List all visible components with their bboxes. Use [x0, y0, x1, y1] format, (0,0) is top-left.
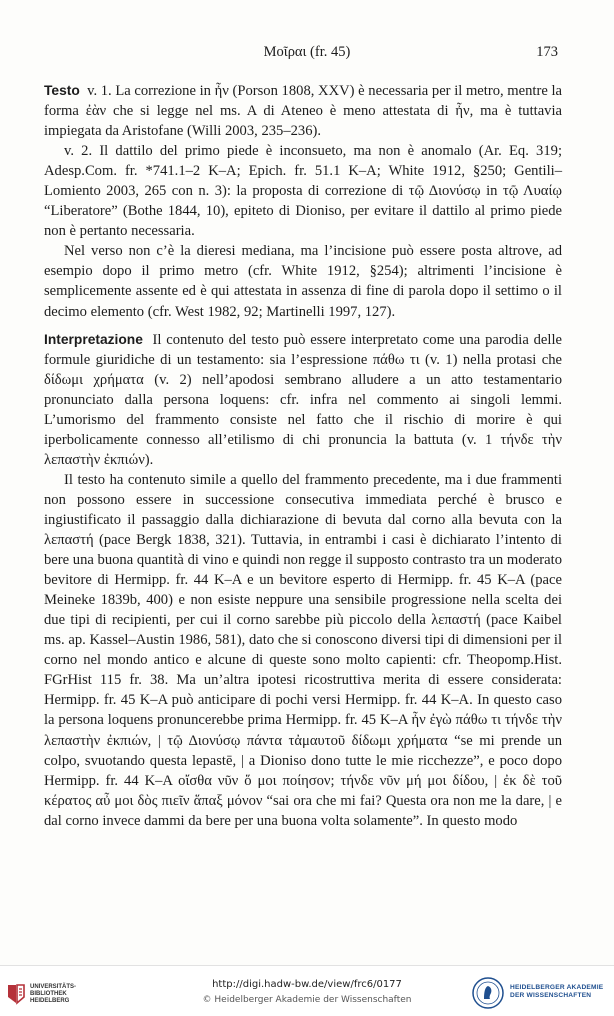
section-lemma-interpretazione: Interpretazione	[44, 331, 143, 347]
running-title: Μοῖραι (fr. 45)	[263, 44, 351, 60]
library-name	[30, 984, 100, 1005]
academy-name-line: HEIDELBERGER AKADEMIE	[510, 984, 604, 991]
paragraph-text: Nel verso non c’è la dieresi mediana, ma l’incisione può essere posta altrove, ad esempio dopo il primo metro (cfr. White 1912, §254); altrimenti l’incisione è semplicemente assente ed è qui attestata in assenza di fine di parola dopo il settimo o il decimo elemento (cfr. West 1982, 92; Martinelli 1997, 127).	[44, 243, 562, 320]
viewer-footer	[0, 965, 614, 1016]
paragraph-contenuto	[44, 470, 562, 831]
paragraph-v2	[44, 141, 562, 241]
paragraph-text: Il contenuto del testo può essere interpretato come una parodia delle formule giuridiche di un testamento: sia l’espressione πάθω τι (v. 1) nella protasi che δίδωμι χρήματα (v. 2) nell’apodosi sembrano alludere a un atto testamentario pronunciato dalla persona loquens: cfr. infra nel commento ai singoli lemmi. L’umorismo del frammento consiste nel fatto che il rischio di morire è qui iperbolicamente connesso all’etilismo di chi pronuncia la battuta (v. 1 τήνδε τὴν λεπαστὴν ἐκπιών).	[44, 331, 563, 468]
paragraph-text: Il testo ha contenuto simile a quello del frammento precedente, ma i due frammenti non possono essere in successione consecutiva immediata perché è brusco e ingiustificato il passaggio dalla dichiarazione di bevuta dal corno alla bevuta con la λεπαστή (pace Bergk 1838, 321). Tuttavia, in entrambi i casi è dichiarato l’intento di bere una buona quantità di vino e quindi non regge il supposto contrasto tra un moderato bevitore di Hermipp. fr. 44 K–A e un bevitore esperto di Hermipp. fr. 45 K–A (pace Meineke 1839b, 400) e non esiste neppure una sensibile progressione nella scelta dei due tipi di recipienti, per cui il corno sarebbe più piccolo della λεπαστή (pace Kaibel ms. ap. Kassel–Austin 1986, 581), dato che si conoscono diversi tipi di dimensioni per il corno nel mondo antico e alcune di queste sono molto capienti: cfr. Theopomp.Hist. FGrHist 115 fr. 38. Ma un’altra ipotesi ricostruttiva merita di essere considerata: Hermipp. fr. 45 K–A può anticipare di pochi versi Hermipp. fr. 44 K–A. In questo caso la persona loquens pronuncerebbe prima Hermipp. fr. 45 K–A ἦν ἐγὼ πάθω τι τήνδε τὴν λεπαστὴν ἐκπιών, | τῷ Διονύσῳ πάντα τἀμαυτοῦ δίδωμι χρήματα “se mi prende un colpo, svuotando questa lepastē, | a Dioniso dono tutte le mie ricchezze”, e poco dopo Hermipp. fr. 44 K–A οἴσθα νῦν ὅ μοι ποίησον; τήνδε νῦν μή μοι δίδου, | ἐκ δὲ τοῦ κέρατος αὖ μοι δὸς πιεῖν ἅπαξ μόνον “sai ora che mi fai? Questa ora non me la dare, | e dal corno invece dammi da bere per una buona volta solamente”. In questo modo	[44, 471, 562, 829]
academy-name	[510, 984, 610, 1000]
academy-logo[interactable]	[472, 977, 612, 1011]
university-library-logo[interactable]	[6, 980, 96, 1010]
library-name-line: UNIVERSITÄTS-	[30, 984, 77, 990]
paragraph-text: v. 1. La correzione in ἦν (Porson 1808, XXV) è necessaria per il metro, mentre la forma ἐὰν che si legge nel ms. A di Ateneo è meno attestata di ἦν, ma è tuttavia impiegata da Aristofane (Willi 2003, 235–236).	[44, 83, 563, 140]
copyright-notice: © Heidelberger Akademie der Wissenschaften	[202, 995, 412, 1005]
paragraph-testo	[44, 81, 562, 141]
library-name-line: HEIDELBERG	[30, 998, 70, 1004]
academy-seal-icon	[472, 977, 504, 1009]
library-name-line: BIBLIOTHEK	[30, 991, 67, 997]
page-number: 173	[536, 44, 558, 60]
commentary-body	[44, 81, 562, 831]
academy-name-line: DER WISSENSCHAFTEN	[510, 992, 592, 999]
running-head	[0, 44, 614, 64]
library-crest-icon	[6, 983, 26, 1005]
paragraph-dieresi	[44, 241, 562, 321]
paragraph-text: v. 2. Il dattilo del primo piede è inconsueto, ma non è anomalo (Ar. Eq. 319; Adesp.Com. fr. *741.1–2 K–A; Epich. fr. 51.1 K–A; White 1912, §250; Gentili–Lomiento 2003, 265 con n. 3): la proposta di correzione di τῷ Διονύσῳ in τῷ Λυαίῳ “Liberatore” (Bothe 1844, 10), epiteto di Dioniso, per evitare il dattilo al primo piede non è pertanto necessaria.	[44, 143, 562, 240]
paragraph-interpretazione	[44, 330, 562, 470]
section-lemma-testo: Testo	[44, 83, 80, 98]
permalink-url[interactable]: http://digi.hadw-bw.de/view/frc6/0177	[212, 979, 402, 990]
footer-divider	[0, 965, 614, 966]
